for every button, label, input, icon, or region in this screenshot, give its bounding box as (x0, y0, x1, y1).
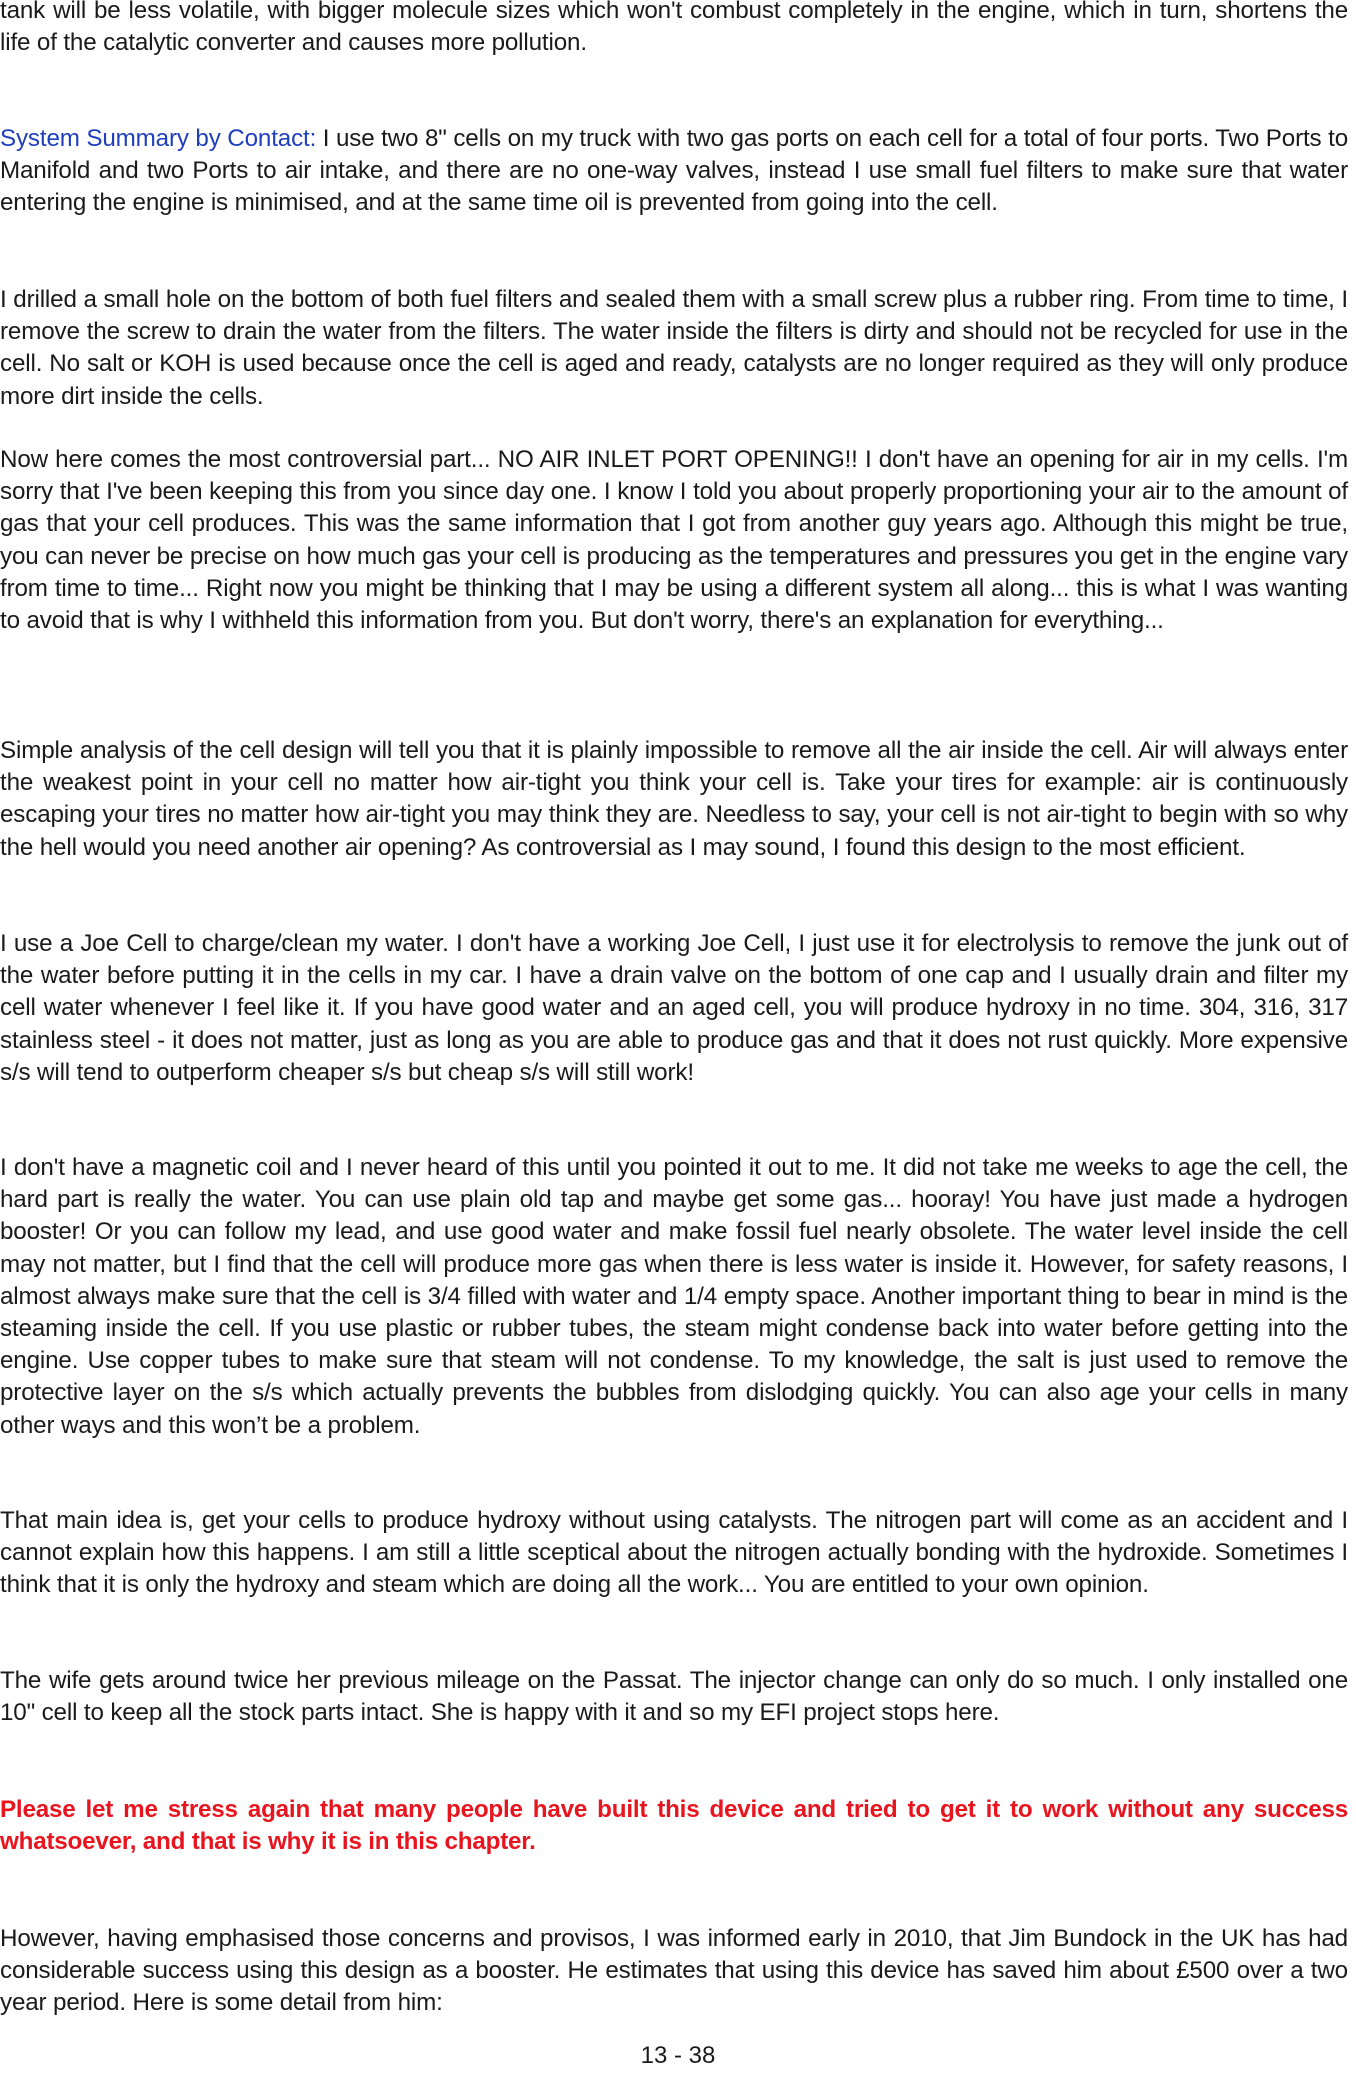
system-summary-label: System Summary by Contact: (0, 125, 317, 152)
paragraph-system-summary (0, 123, 1348, 220)
warning-paragraph: Please let me stress again that many people have built this device and tried to get it to work without any success whatsoever, and that is why it is in this chapter. (0, 1796, 1348, 1856)
paragraph-catalytic-converter: tank will be less volatile, with bigger molecule sizes which won't combust completely in the engine, which in turn, shortens the life of the catalytic converter and causes more pollution. (0, 0, 1348, 57)
paragraph-no-air-inlet: Now here comes the most controversial part... NO AIR INLET PORT OPENING!! I don't have an opening for air in my cells. I'm sorry that I've been keeping this from you since day one. I know I told you about properly proportioning your air to the amount of gas that your cell produces. This was the same information that I got from another guy years ago. Although this might be true, you can never be precise on how much gas your cell is producing as the temperatures and pressures you get in the engine vary from time to time... Right now you might be thinking that I may be using a different system all along... this is what I was wanting to avoid that is why I withheld this information from you. But don't worry, there's an explanation for everything... (0, 446, 1348, 635)
paragraph-jim-bundock: However, having emphasised those concerns and provisos, I was informed early in 2010, that Jim Bundock in the UK has had considerable success using this design as a booster. He estimates that using this device has saved him about £500 over a two year period. Here is some detail from him: (0, 1925, 1348, 2017)
paragraph-joe-cell: I use a Joe Cell to charge/clean my water. I don't have a working Joe Cell, I just use it for electrolysis to remove the junk out of the water before putting it in the cells in my car. I have a drain valve on the bottom of one cap and I usually drain and filter my cell water whenever I feel like it. If you have good water and an aged cell, you will produce hydroxy in no time. 304, 316, 317 stainless steel - it does not matter, just as long as you are able to produce gas and that it does not rust quickly. More expensive s/s will tend to outperform cheaper s/s but cheap s/s will still work! (0, 930, 1348, 1086)
page-number: 13 - 38 (640, 2042, 716, 2069)
paragraph-cell-design-analysis: Simple analysis of the cell design will tell you that it is plainly impossible to remove all the air inside the cell. Air will always enter the weakest point in your cell no matter how air-tight you think your cell is. Take your tires for example: air is continuously escaping your tires no matter how air-tight you may think they are. Needless to say, your cell is not air-tight to begin with so why the hell would you need another air opening? As controversial as I may sound, I found this design to the most efficient. (0, 737, 1348, 861)
paragraph-magnetic-coil: I don't have a magnetic coil and I never heard of this until you pointed it out to me. It did not take me weeks to age the cell, the hard part is really the water. You can use plain old tap and maybe get some gas... hooray! You have just made a hydrogen booster! Or you can follow my lead, and use good water and make fossil fuel nearly obsolete. The water level inside the cell may not matter, but I find that the cell will produce more gas when there is less water is inside it. However, for safety reasons, I almost always make sure that the cell is 3/4 filled with water and 1/4 empty space. Another important thing to bear in mind is the steaming inside the cell. If you use plastic or rubber tubes, the steam might condense back into water before getting into the engine. Use copper tubes to make sure that steam will not condense. To my knowledge, the salt is just used to remove the protective layer on the s/s which actually prevents the bubbles from dislodging quickly. You can also age your cells in many other ways and this won’t be a problem. (0, 1154, 1348, 1439)
paragraph-passat-mileage: The wife gets around twice her previous mileage on the Passat. The injector change can only do so much. I only installed one 10" cell to keep all the stock parts intact. She is happy with it and so my EFI project stops here. (0, 1667, 1348, 1727)
paragraph-main-idea: That main idea is, get your cells to produce hydroxy without using catalysts. The nitrogen part will come as an accident and I cannot explain how this happens. I am still a little sceptical about the nitrogen actually bonding with the hydroxide. Sometimes I think that it is only the hydroxy and steam which are doing all the work... You are entitled to your own opinion. (0, 1507, 1348, 1599)
paragraph-fuel-filters: I drilled a small hole on the bottom of both fuel filters and sealed them with a small screw plus a rubber ring. From time to time, I remove the screw to drain the water from the filters. The water inside the filters is dirty and should not be recycled for use in the cell. No salt or KOH is used because once the cell is aged and ready, catalysts are no longer required as they will only produce more dirt inside the cells. (0, 286, 1348, 410)
system-summary-body: I use two 8" cells on my truck with two gas ports on each cell for a total of four ports. Two Ports to Manifold and two Ports to air intake, and there are no one-way valves, instead I use small fuel filters to make sure that water entering the engine is minimised, and at the same time oil is prevented from going into the cell. (0, 125, 1348, 217)
